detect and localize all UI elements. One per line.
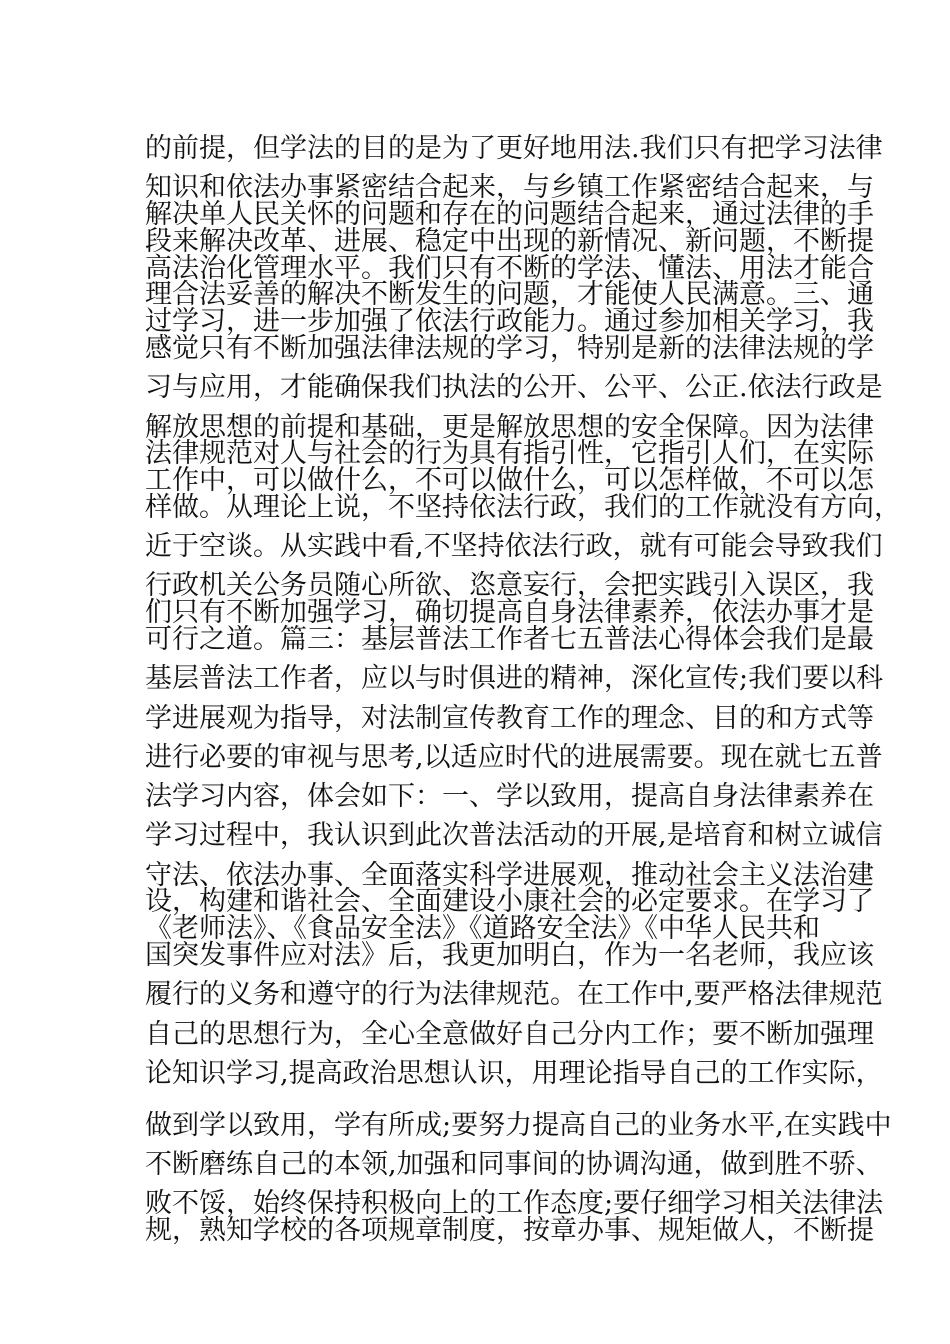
text-line: 规，熟知学校的各项规章制度，按章办事、规矩做人，不断提: [145, 1215, 874, 1246]
text-line: 学习过程中，我认识到此次普法活动的开展,是培育和树立诚信: [145, 820, 883, 852]
text-line: 过学习，进一步加强了依法行政能力。通过参加相关学习，我: [145, 306, 874, 338]
text-line: 解放思想的前提和基础，更是解放思想的安全保障。因为法律: [145, 411, 874, 443]
text-line: 守法、依法办事、全面落实科学进展观，推动社会主义法治建: [145, 859, 874, 891]
text-line: 们只有不断加强学习，确切提高自身法律素养，依法办事才是: [145, 597, 874, 629]
text-line: 进行必要的审视与思考,以适应时代的进展需要。现在就七五普: [145, 741, 883, 773]
text-line: 解决单人民关怀的问题和存在的问题结合起来，通过法律的手: [145, 199, 874, 231]
text-line: 法学习内容，体会如下：一、学以致用，提高自身法律素养在: [145, 781, 874, 813]
text-line: 理合法妥善的解决不断发生的问题，才能使人民满意。三、通: [145, 279, 874, 311]
text-line: 论知识学习,提高政治思想认识，用理论指导自己的工作实际，: [145, 1057, 883, 1089]
text-line: 败不馁，始终保持积极向上的工作态度;要仔细学习相关法律法: [145, 1188, 884, 1220]
text-line: 知识和依法办事紧密结合起来，与乡镇工作紧密结合起来，与: [145, 172, 874, 204]
text-line: 工作中，可以做什么，不可以做什么，可以怎样做，不可以怎: [145, 465, 874, 497]
text-line: 自己的思想行为，全心全意做好自己分内工作；要不断加强理: [145, 1018, 874, 1050]
text-line: 段来解决改革、进展、稳定中出现的新情况、新问题，不断提: [145, 225, 874, 257]
text-line: 法律规范对人与社会的行为具有指引性，它指引人们，在实际: [145, 438, 874, 470]
text-line: 可行之道。篇三：基层普法工作者七五普法心得体会我们是最: [145, 624, 874, 655]
text-line: 《老师法》、《食品安全法》《道路安全法》《中华人民共和: [145, 913, 820, 945]
text-line: 样做。从理论上说，不坚持依法行政，我们的工作就没有方向，: [145, 491, 901, 523]
text-line: 感觉只有不断加强法律法规的学习，特别是新的法律法规的学: [145, 332, 874, 364]
text-line: 设，构建和谐社会、全面建设小康社会的必定要求。在学习了: [145, 886, 874, 918]
text-line: 国突发事件应对法》后，我更加明白，作为一名老师，我应该: [145, 940, 874, 972]
text-line: 履行的义务和遵守的行为法律规范。在工作中,要严格法律规范: [145, 979, 883, 1011]
text-line: 学进展观为指导，对法制宣传教育工作的理念、目的和方式等: [145, 702, 874, 734]
text-line: 不断磨练自己的本领,加强和同事间的协调沟通，做到胜不骄、: [145, 1148, 883, 1180]
text-line: 习与应用，才能确保我们执法的公开、公平、公正.依法行政是: [145, 372, 883, 404]
text-line: 行政机关公务员随心所欲、恣意妄行，会把实践引入误区，我: [145, 570, 874, 602]
text-line: 基层普法工作者，应以与时俱进的精神，深化宣传;我们要以科: [145, 663, 884, 695]
text-line: 近于空谈。从实践中看,不坚持依法行政，就有可能会导致我们: [145, 531, 883, 563]
text-line: 高法治化管理水平。我们只有不断的学法、懂法、用法才能合: [145, 252, 874, 284]
text-line: 的前提，但学法的目的是为了更好地用法.我们只有把学习法律: [145, 133, 883, 164]
text-line: 做到学以致用，学有所成;要努力提高自己的业务水平,在实践中: [145, 1109, 892, 1141]
